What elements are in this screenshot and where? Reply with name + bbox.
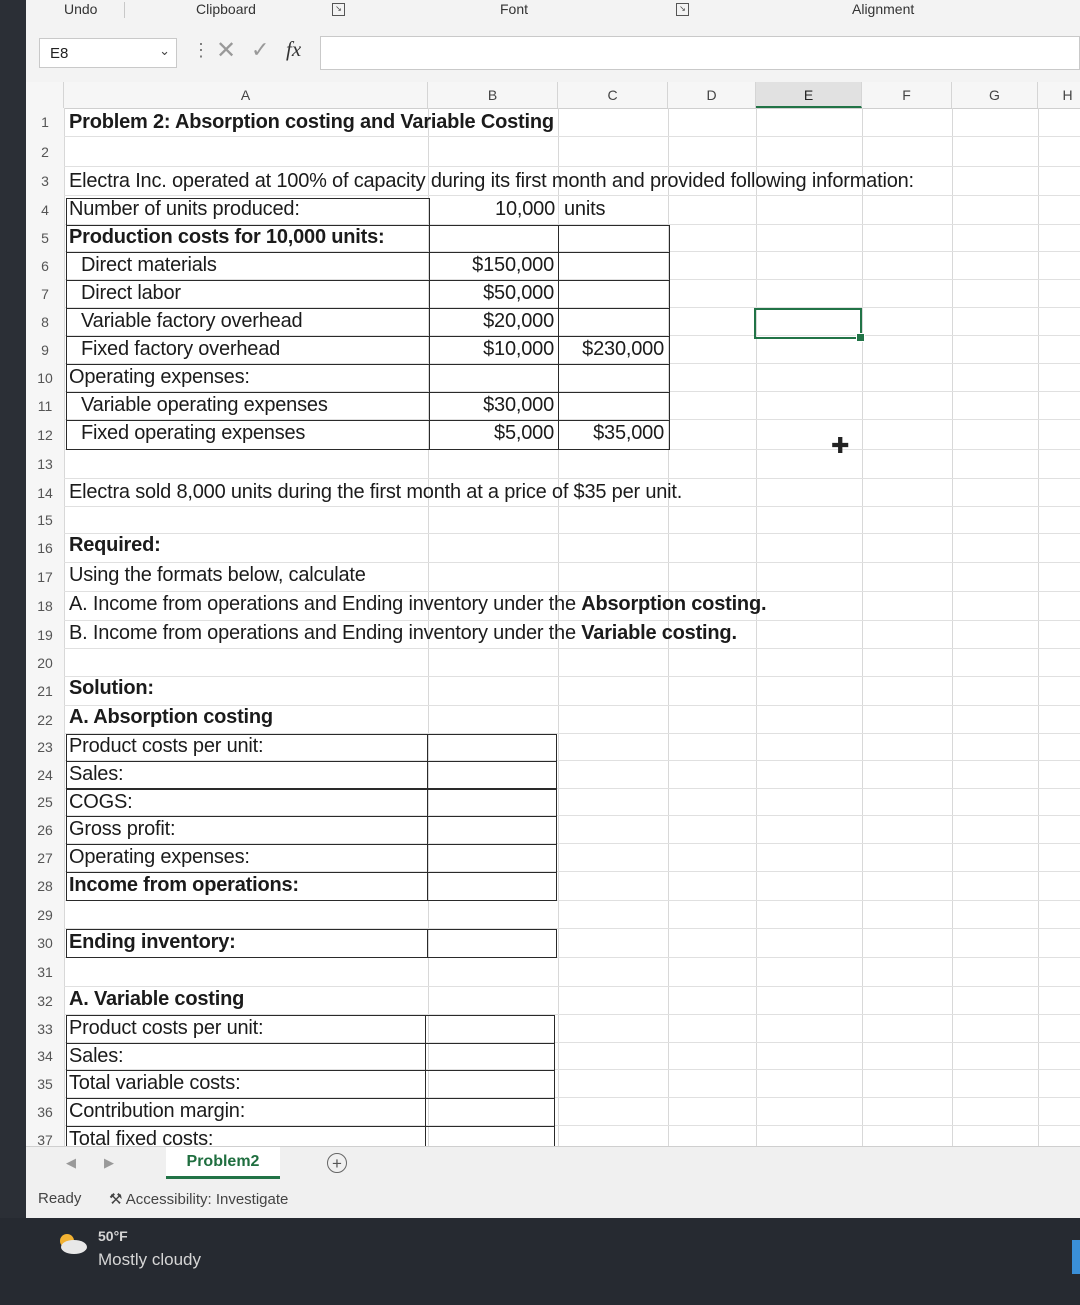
select-all-corner[interactable]: [26, 82, 64, 108]
fill-handle[interactable]: [856, 333, 865, 342]
row-header[interactable]: 20: [26, 649, 64, 677]
border-box: [558, 308, 670, 337]
requirement-b-text: B. Income from operations and Ending inventory under the: [69, 622, 582, 644]
row-header[interactable]: 2: [26, 137, 64, 167]
variable-foh-label: Variable factory overhead: [81, 310, 303, 332]
sheet-tab-problem2[interactable]: Problem2: [166, 1147, 280, 1179]
direct-materials-value: $150,000: [472, 254, 554, 276]
solution-label: Solution:: [69, 677, 154, 699]
row-header[interactable]: 19: [26, 621, 64, 649]
border-box: [429, 364, 559, 393]
border-box: [425, 1126, 555, 1146]
var-row-label: Total fixed costs:: [69, 1128, 214, 1146]
abs-row-label: Sales:: [69, 763, 124, 785]
border-box: [427, 761, 557, 789]
border-box: [558, 392, 670, 421]
sheet-title: Problem 2: Absorption costing and Variable Costing: [69, 111, 554, 133]
border-box: [425, 1043, 555, 1071]
gridline: [64, 562, 1080, 563]
gridline: [64, 166, 1080, 167]
border-box: [427, 929, 557, 958]
direct-labor-value: $50,000: [483, 282, 554, 304]
border-box: [427, 872, 557, 901]
accessibility-text: Accessibility: Investigate: [125, 1191, 289, 1208]
more-options-icon[interactable]: ⋮: [192, 40, 210, 60]
row-header[interactable]: 18: [26, 592, 64, 621]
font-launcher-icon[interactable]: ↘: [676, 3, 689, 16]
row-header[interactable]: 11: [26, 392, 64, 420]
row-header[interactable]: 32: [26, 987, 64, 1015]
row-header[interactable]: 10: [26, 364, 64, 392]
gridline: [64, 195, 1080, 196]
insert-function-icon[interactable]: fx: [286, 37, 302, 61]
row-header[interactable]: 12: [26, 420, 64, 450]
row-header[interactable]: 35: [26, 1070, 64, 1098]
fixed-opex-value: $5,000: [494, 422, 554, 444]
var-row-label: Contribution margin:: [69, 1100, 246, 1122]
row-header[interactable]: 31: [26, 958, 64, 987]
border-box: [427, 789, 557, 817]
add-sheet-button[interactable]: +: [327, 1153, 347, 1173]
units-value: 10,000: [495, 198, 555, 220]
column-header-b[interactable]: B: [428, 82, 558, 108]
gridline: [64, 620, 1080, 621]
border-box: [425, 1098, 555, 1127]
row-header[interactable]: 26: [26, 816, 64, 844]
row-header[interactable]: 33: [26, 1015, 64, 1043]
row-header[interactable]: 6: [26, 252, 64, 280]
row-header[interactable]: 8: [26, 308, 64, 336]
selected-cell-e8[interactable]: [754, 308, 862, 339]
production-costs-total: $230,000: [582, 338, 664, 360]
requirement-a: [69, 593, 766, 616]
operating-expenses-label: Operating expenses:: [69, 366, 250, 388]
accessibility-icon: ⚒: [109, 1191, 126, 1208]
column-header-f[interactable]: F: [862, 82, 952, 108]
excel-window: [26, 0, 1080, 1218]
gridline: [64, 136, 1080, 137]
gridline: [64, 986, 1080, 987]
border-box: [558, 280, 670, 309]
chevron-down-icon[interactable]: ⌄: [159, 43, 170, 58]
requirement-b-method: Variable costing.: [581, 622, 737, 644]
row-header[interactable]: 34: [26, 1043, 64, 1070]
column-header-e[interactable]: E: [756, 82, 862, 108]
row-header[interactable]: 1: [26, 108, 64, 137]
weather-cloud-icon[interactable]: [55, 1232, 89, 1254]
gridline: [64, 648, 1080, 649]
abs-row-label: Operating expenses:: [69, 846, 250, 868]
row-header[interactable]: 23: [26, 734, 64, 761]
gridline: [862, 108, 863, 1146]
accessibility-status[interactable]: [109, 1190, 288, 1208]
status-ready: Ready: [38, 1190, 82, 1207]
border-box: [558, 225, 670, 253]
gridline: [952, 108, 953, 1146]
border-box: [558, 252, 670, 281]
row-header[interactable]: 22: [26, 706, 64, 734]
gridline: [1038, 108, 1039, 1146]
required-intro: Using the formats below, calculate: [69, 564, 366, 586]
ribbon-group-font[interactable]: Font: [500, 1, 529, 17]
direct-labor-label: Direct labor: [81, 282, 181, 304]
fixed-foh-value: $10,000: [483, 338, 554, 360]
name-box[interactable]: [39, 38, 177, 68]
row-header[interactable]: 4: [26, 196, 64, 225]
worksheet-grid[interactable]: [26, 82, 1080, 1146]
row-header[interactable]: 24: [26, 761, 64, 789]
ribbon-separator: [124, 2, 125, 18]
fixed-foh-label: Fixed factory overhead: [81, 338, 281, 360]
gridline: [64, 676, 1080, 677]
abs-row-label: Gross profit:: [69, 818, 176, 840]
units-sold-note: Electra sold 8,000 units during the first month at a price of $35 per unit.: [69, 481, 683, 503]
absorption-heading: A. Absorption costing: [69, 706, 273, 728]
border-box: [425, 1015, 555, 1044]
units-label: Number of units produced:: [69, 198, 300, 220]
formula-bar: [26, 22, 1080, 82]
requirement-a-method: Absorption costing.: [581, 593, 767, 615]
var-row-label: Product costs per unit:: [69, 1017, 264, 1039]
taskbar: [0, 1218, 1080, 1305]
required-label: Required:: [69, 534, 161, 556]
requirement-b: [69, 622, 737, 645]
row-header[interactable]: 36: [26, 1098, 64, 1126]
operating-expenses-total: $35,000: [593, 422, 664, 444]
ribbon-group-alignment[interactable]: Alignment: [852, 1, 915, 17]
gridline: [64, 533, 1080, 534]
gridline: [64, 591, 1080, 592]
row-header[interactable]: 14: [26, 479, 64, 507]
column-header-h[interactable]: H: [1038, 82, 1080, 108]
status-bar: [26, 1182, 1080, 1218]
var-row-label: Total variable costs:: [69, 1072, 241, 1094]
direct-materials-label: Direct materials: [81, 254, 217, 276]
abs-row-label: COGS:: [69, 791, 133, 813]
ending-inventory-label: Ending inventory:: [69, 931, 236, 953]
border-box: [427, 816, 557, 845]
column-header-g[interactable]: G: [952, 82, 1038, 108]
fixed-opex-label: Fixed operating expenses: [81, 422, 306, 444]
gridline: [64, 108, 65, 1146]
row-header[interactable]: 21: [26, 677, 64, 706]
cancel-icon[interactable]: ✕: [216, 37, 237, 64]
scroll-left-icon[interactable]: ◀: [66, 1155, 76, 1170]
row-header[interactable]: 5: [26, 225, 64, 252]
column-header-row: [26, 82, 1080, 109]
row-header[interactable]: 27: [26, 844, 64, 872]
row-header[interactable]: 29: [26, 901, 64, 929]
border-box: [558, 364, 670, 393]
weather-condition[interactable]: Mostly cloudy: [98, 1250, 201, 1269]
ribbon: [26, 0, 1080, 23]
sheet-tab-bar: [26, 1146, 1080, 1183]
ribbon-group-undo[interactable]: Undo: [64, 1, 98, 17]
abs-row-label: Product costs per unit:: [69, 735, 264, 757]
variable-opex-value: $30,000: [483, 394, 554, 416]
row-header[interactable]: 13: [26, 450, 64, 479]
row-header[interactable]: 28: [26, 872, 64, 901]
border-box: [427, 844, 557, 873]
row-header[interactable]: 30: [26, 929, 64, 958]
units-unit: units: [564, 198, 606, 220]
gridline: [64, 478, 1080, 479]
weather-temperature[interactable]: 50°F: [98, 1228, 128, 1244]
variable-opex-label: Variable operating expenses: [81, 394, 328, 416]
variable-heading: A. Variable costing: [69, 988, 245, 1010]
row-header[interactable]: 3: [26, 167, 64, 196]
row-header[interactable]: 7: [26, 280, 64, 308]
border-box: [429, 225, 559, 253]
intro-text: Electra Inc. operated at 100% of capacity during its first month and provided following information:: [69, 170, 914, 192]
enter-check-icon[interactable]: ✓: [251, 37, 270, 62]
column-header-d[interactable]: D: [668, 82, 756, 108]
border-box: [425, 1070, 555, 1099]
row-header[interactable]: 16: [26, 534, 64, 563]
column-header-a[interactable]: A: [64, 82, 428, 108]
requirement-a-text: A. Income from operations and Ending inventory under the: [69, 593, 582, 615]
clipboard-launcher-icon[interactable]: ↘: [332, 3, 345, 16]
var-row-label: Sales:: [69, 1045, 124, 1067]
mouse-cursor-icon: ✚: [831, 433, 850, 458]
gridline: [64, 506, 1080, 507]
row-header[interactable]: 17: [26, 563, 64, 592]
formula-input[interactable]: [320, 36, 1080, 70]
ribbon-group-clipboard[interactable]: Clipboard: [196, 1, 256, 17]
row-header[interactable]: 37: [26, 1126, 64, 1146]
production-costs-label: Production costs for 10,000 units:: [69, 226, 385, 248]
row-header[interactable]: 25: [26, 789, 64, 816]
row-header[interactable]: 15: [26, 507, 64, 534]
scroll-right-icon[interactable]: ▶: [104, 1155, 114, 1170]
column-header-c[interactable]: C: [558, 82, 668, 108]
gridline: [756, 108, 757, 1146]
abs-income-label: Income from operations:: [69, 874, 299, 896]
name-box-value: E8: [50, 45, 69, 62]
variable-foh-value: $20,000: [483, 310, 554, 332]
border-box: [427, 734, 557, 762]
row-header[interactable]: 9: [26, 336, 64, 364]
taskbar-app-indicator[interactable]: [1072, 1240, 1080, 1274]
